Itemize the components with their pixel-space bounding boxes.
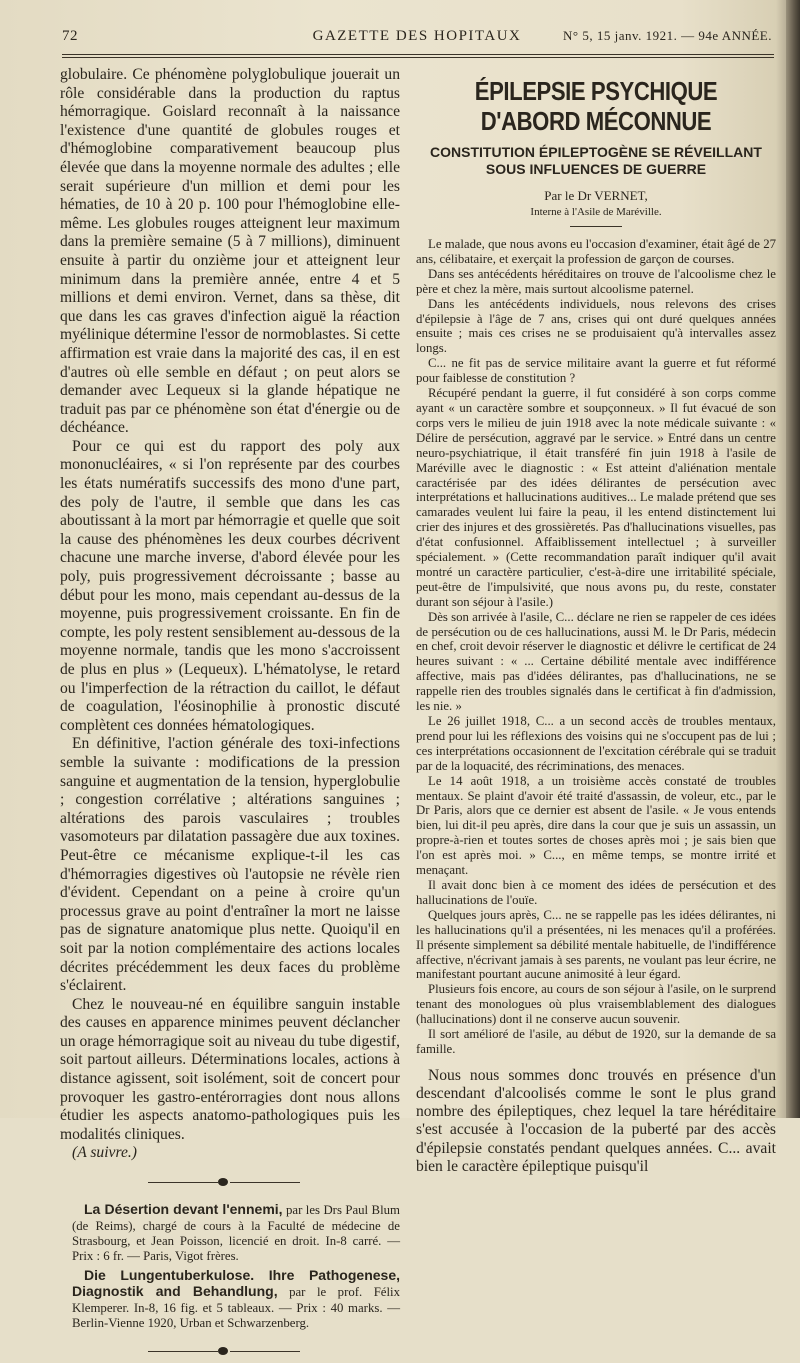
- article-byline: Par le Dr VERNET,: [544, 188, 648, 203]
- page-spine-shadow: [786, 0, 800, 1118]
- paragraph: Chez le nouveau-né en équilibre sanguin instable des causes en apparence minimes peuvent déclancher un orage hémorragique soit au niveau du tube digestif, soit partout ailleurs. Déterminations locales, actions à distance agissent, soit isolément, soit de concert pour provoquer les gastro-entérorragies dont nous allons étudier les aspects anatomo-pathologiques puis les modalités cliniques.: [60, 995, 400, 1143]
- paragraph: globulaire. Ce phénomène polyglobulique jouerait un rôle considérable dans la production du raptus hémorragique. Goislard reconnaît à la naissance l'existence d'une quantité de globules rouges et d'hémoglobine comparativement beaucoup plus élevée que dans la moyenne normale des adultes ; elle serait supérieure d'un million et demi pour les hématies, de 10 à 20 p. 100 pour l'hémoglobine elle-même. Les globules rouges atteignent leur maximum dans la première semaine (5 à 7 millions), diminuent ensuite à partir du onzième jour et atteignent leur minimum dans la première année, entre 4 et 5 millions et demi environ. Vernet, dans sa thèse, dit que dans les cas graves d'infection aiguë la réaction myélinique détermine l'essor de normoblastes. Si cette affirmation est vraie dans la majorité des cas, il en est d'autres où elle semble en défaut ; on peut alors se demander avec Lequeux si la glande hépatique ne traduit pas par ce phénomène son état d'énergie ou de déchéance.: [60, 66, 400, 437]
- paragraph: Il sort amélioré de l'asile, au début de 1920, sur la demande de sa famille.: [416, 1027, 776, 1056]
- paragraph: Dans les antécédents individuels, nous relevons des crises d'épilepsie à l'âge de 7 ans, crises qui ont duré quelques années ensuite ; mais ces crises ne se produisaient qu'à intervalles assez longs.: [416, 296, 776, 356]
- paragraph: Dès son arrivée à l'asile, C... déclare ne rien se rappeler de ces idées de persécution ou de ces hallucinations, aussi M. le Dr Paris, médecin en chef, croit devoir réserver le diagnostic et délivre le certificat de 24 heures suivant : « ... Certaine débilité mentale avec indifférence affective, mais pas d'idées délirantes, pas d'hallucinations, ne se rappelle rien des troubles signalés dans le certificat à fin d'admission, les nie. »: [416, 609, 776, 714]
- continued-note: (A suivre.): [72, 1144, 137, 1162]
- header-rule: [62, 54, 774, 55]
- paragraph: Pour ce qui est du rapport des poly aux mononucléaires, « si l'on représente par des courbes les états numératifs successifs des mono d'une part, des poly de l'autre, il semble que dans les cas aboutissant à la mort par hémorragie et quelle que soit la cause des phénomènes les deux courbes décrivent chacune une marche inverse, d'abord élevée pour les poly, puis progressivement décroissante ; basse au début pour les mono, mais cependant au-dessus de la moyenne, puis progressivement croissante. En fin de compte, les poly restent sensiblement au-dessous de la moyenne normale, tandis que les mono s'accroissent de plus en plus » (Lequeux). L'hématolyse, le retard ou l'imperfection de la rétraction du caillot, le défaut de coagulation, l'éosinophilie à pronostic discuté complètent ces données hématologiques.: [60, 437, 400, 734]
- paragraph: Plusieurs fois encore, au cours de son séjour à l'asile, on le surprend tenant des monologues où plus vraisemblablement des dialogues (hallucinations) dont il ne conserve aucun souvenir.: [416, 982, 776, 1027]
- paragraph: En définitive, l'action générale des toxi-infections semble la suivante : modifications de la pression sanguine et augmentation de la tension, hyperglobulie ; congestion corrélative ; altérations sanguines ; altérations des parois vasculaires ; troubles vasomoteurs par dilatation passagère due aux toxines. Peut-être ce mécanisme explique-t-il les cas d'hémorragies digestives où l'autopsie ne révèle rien d'évident. Cependant on a peine à croire qu'un processus grave au point d'entraîner la mort ne laisse pas de signature anatomique plus nette. Quoiqu'il en soit par la notion complémentaire des actions locales décrites précédemment les deux faces du problème s'éclairent.: [60, 735, 400, 995]
- left-column: [60, 66, 401, 1330]
- paragraph: Il avait donc bien à ce moment des idées de persécution et des hallucinations de l'ouïe.: [416, 877, 776, 907]
- bibliography-entry: [60, 1268, 400, 1331]
- byline-separator: [570, 226, 622, 227]
- author-affiliation: Interne à l'Asile de Maréville.: [530, 206, 662, 218]
- paragraph: Récupéré pendant la guerre, il fut considéré à son corps comme ayant « un caractère sombre et soupçonneux. » Il fut évacué de son corps vers le milieu de juin 1918 avec la note médicale suivante : « Délire de persécution, aggravé par le service. » Entré dans un centre neuro-psychiatrique, il était transféré fin juin 1918 à l'asile de Maréville avec le diagnostic : « Est atteint d'aliénation mentale caractérisée par des idées délirantes de persécution avec interprétations et hallucinations auditives... Le malade prétend que ses camarades veulent lui faire la peau, il les entend distinctement lui crier des injures et des grossièretés. Pas d'hallucinations visuelles, pas d'état confusionnel. Affaiblissement intellectuel ; à surveiller spécialement. » (Cette recommandation paraît indiquer qu'il avait montré un caractère particulier, c'est-à-dire une irritabilité spéciale, peut-être de l'impulsivité, que nous avons pu, du reste, constater durant son séjour à l'asile.): [416, 386, 776, 609]
- bibliography-entry: [60, 1202, 400, 1264]
- book-details: par les Drs Paul Blum (de Reims), chargé de cours à la Faculté de médecine de Strasbourg, et Jean Poisson, licencié en droit. In-8 carré. — Prix : 6 fr. — Paris, Vigot frères.: [72, 1203, 401, 1264]
- paragraph: Le malade, que nous avons eu l'occasion d'examiner, était âgé de 27 ans, célibataire, et exerçait la profession de garçon de courses.: [416, 237, 776, 266]
- article-subtitle: CONSTITUTION ÉPILEPTOGÈNE SE RÉVEILLANT SOUS INFLUENCES DE GUERRE: [430, 144, 762, 177]
- book-title: Die Lungentuberkulose. Ihre Pathogenese, Diagnostik and Behandlung,: [72, 1267, 400, 1300]
- book-details: par le prof. Félix Klemperer. In-8, 16 fig. et 5 tableaux. — Prix : 40 marks. — Berlin-Vienne 1920, Urban et Schwarzenberg.: [72, 1285, 400, 1330]
- right-column: [416, 66, 776, 1175]
- section-ornament: [60, 1341, 400, 1363]
- paragraph: C... ne fit pas de service militaire avant la guerre et fut réformé pour faiblesse de constitution ?: [416, 356, 776, 386]
- section-ornament: [60, 1172, 400, 1194]
- paragraph: Quelques jours après, C... ne se rappelle pas les idées délirantes, ni les hallucinations qu'il a présentées, ni les menaces qu'il a proférées. Il présente simplement sa débilité mentale habituelle, de l'indifférence affective, n'écrivant jamais à ses parents, ne voulant pas leur écrire, ne manifestant pourtant aucune animosité à leur égard.: [416, 907, 776, 982]
- journal-title: GAZETTE DES HOPITAUX: [312, 28, 522, 44]
- book-title: La Désertion devant l'ennemi,: [84, 1201, 283, 1218]
- header-rule-double: [62, 57, 774, 58]
- paragraph: Le 14 août 1918, a un troisième accès constaté de troubles mentaux. Se plaint d'avoir été traité d'assassin, de voleur, etc., par le Dr Paris, alors que ce dernier est absent de l'asile. « Je vous entends bien, lui dit-il peu après, dire dans la cour que je suis un assassin, un propre-à-rien et toutes sortes de choses après moi ; je sais bien que l'on est après moi. » C..., en même temps, se montre irrité et menaçant.: [416, 773, 776, 878]
- article-title: ÉPILEPSIE PSYCHIQUE D'ABORD MÉCONNUE: [474, 76, 718, 136]
- paragraph: Dans ses antécédents héréditaires on trouve de l'alcoolisme chez le père et chez la mère, mais surtout alcoolisme paternel.: [416, 266, 776, 296]
- closing-paragraph: Nous nous sommes donc trouvés en présence d'un descendant d'alcoolisés comme le sont le plus grand nombre des épileptiques, chez lequel la tare héréditaire s'est accusée à l'occasion de la puberté par des accès d'épilepsie constatés pendant quelques années. C... avait bien le caractère épileptique puisqu'il: [416, 1066, 776, 1175]
- issue-info: N° 5, 15 janv. 1921. — 94e ANNÉE.: [563, 28, 772, 43]
- paragraph: Le 26 juillet 1918, C... a un second accès de troubles mentaux, prend pour lui les réflexions des voisins qui ne s'occupent pas de lui ; ces interprétations occasionnent de l'excitation cérébrale qui se traduit par de la loquacité, des récriminations, des menaces.: [416, 714, 776, 773]
- page-header: [62, 28, 772, 50]
- page-number: 72: [62, 28, 78, 44]
